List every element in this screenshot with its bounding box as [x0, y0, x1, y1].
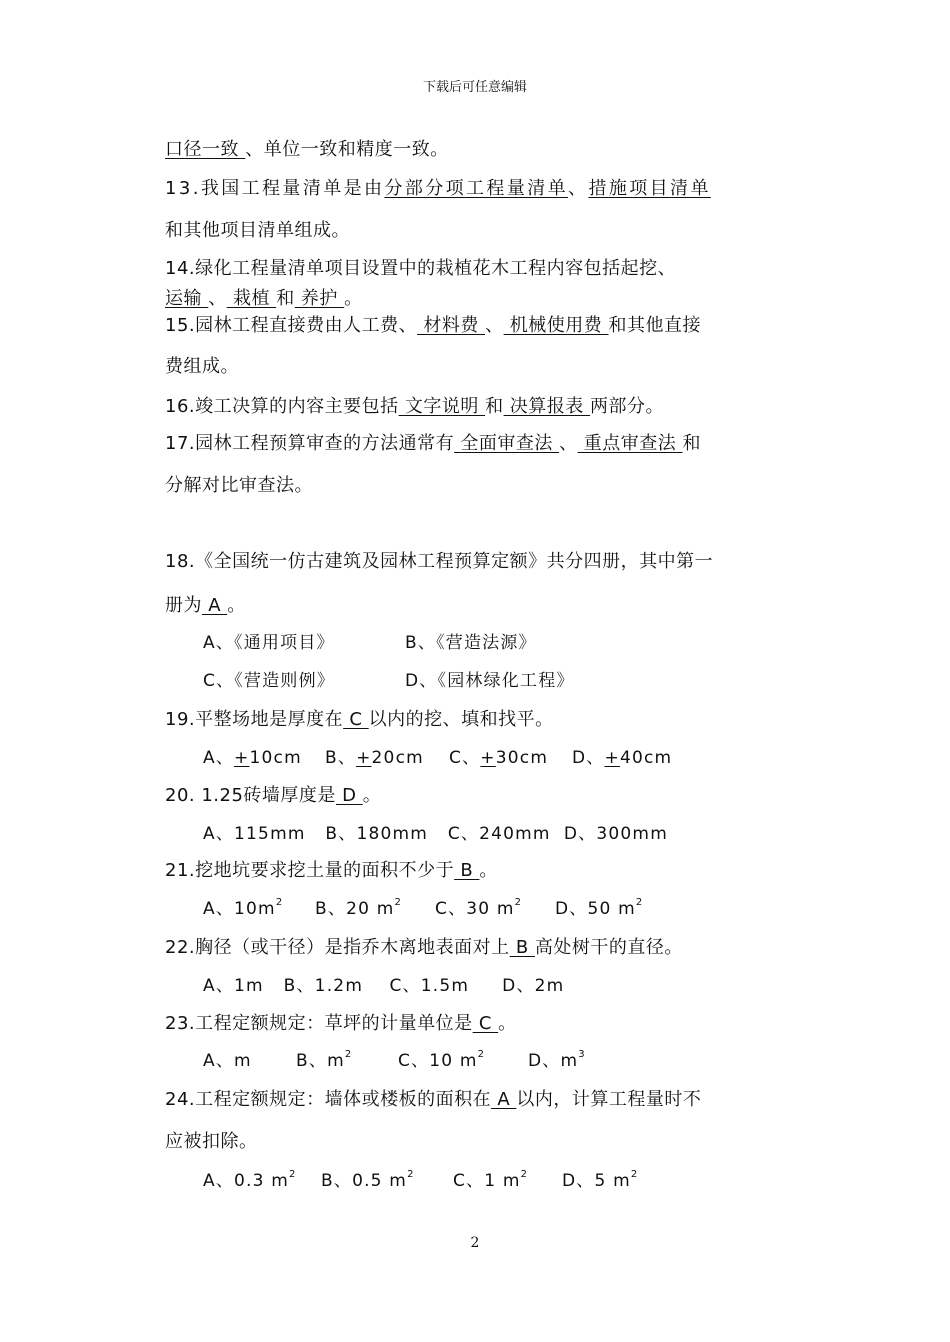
plus-minus: +	[604, 748, 620, 768]
question-13-cont: 和其他项目清单组成。	[165, 220, 350, 241]
page-number: 2	[470, 1235, 480, 1251]
text: 以内，计算工程量时不	[516, 1089, 702, 1110]
question-15	[165, 311, 701, 337]
blank-answer: D	[335, 785, 363, 806]
blank-answer: 重点审查法	[577, 433, 683, 454]
question-22	[165, 933, 683, 959]
text: 。	[344, 288, 363, 309]
blank-answer: 机械使用费	[503, 315, 609, 336]
text: 、	[559, 433, 578, 454]
question-text: 23.工程定额规定：草坪的计量单位是	[165, 1013, 473, 1034]
superscript: 2	[289, 1169, 297, 1181]
continuation-line	[165, 135, 449, 161]
superscript: 2	[477, 1049, 486, 1061]
option-label: C、	[449, 748, 481, 768]
text: 、	[485, 315, 504, 336]
blank-answer: B	[509, 937, 535, 958]
question-17	[165, 429, 701, 455]
plus-minus: +	[234, 748, 250, 768]
option-a	[203, 1166, 297, 1191]
option-text: D、5 m	[562, 1171, 631, 1191]
text: 以内的挖、填和找平。	[368, 709, 554, 730]
question-14-cont	[165, 284, 363, 310]
option-value: 20cm	[371, 748, 424, 768]
text: 。	[362, 785, 382, 806]
question-15-cont: 费组成。	[165, 356, 239, 377]
blank-answer: A	[202, 595, 228, 616]
question-13	[165, 174, 711, 200]
option-a: A、《通用项目》	[203, 633, 335, 653]
question-text: 15.园林工程直接费由人工费、	[165, 315, 418, 336]
question-text: 24.工程定额规定：墙体或楼板的面积在	[165, 1089, 492, 1110]
option-d	[555, 894, 643, 919]
question-24-cont: 应被扣除。	[165, 1131, 258, 1152]
option-value: 30cm	[495, 748, 549, 768]
question-16	[165, 392, 664, 418]
blank-answer: 分部分项工程量清单	[384, 178, 569, 199]
option-label: A、	[203, 748, 235, 768]
plus-minus: +	[356, 748, 372, 768]
question-23	[165, 1009, 517, 1035]
question-24	[165, 1085, 701, 1111]
blank-answer: A	[491, 1089, 517, 1110]
superscript: 2	[635, 897, 644, 909]
option-a	[203, 894, 283, 919]
question-21	[165, 856, 498, 882]
options-row: A、1m B、1.2m C、1.5m D、2m	[203, 976, 565, 996]
option-label: D、	[572, 748, 605, 768]
option-text: C、10 m	[398, 1051, 478, 1071]
text: 和	[485, 396, 504, 417]
question-text: 21.挖地坑要求挖土量的面积不少于	[165, 860, 455, 881]
blank-answer: 养护	[294, 288, 345, 309]
text: 两部分。	[590, 396, 665, 417]
option-a: A、m	[203, 1051, 252, 1071]
text: 高处树干的直径。	[534, 937, 683, 958]
option-d: D、《园林绿化工程》	[405, 671, 575, 691]
blank-answer: 栽植	[226, 288, 277, 309]
question-18: 18.《全国统一仿古建筑及园林工程预算定额》共分四册，其中第一	[165, 551, 714, 572]
blank-answer: 口径一致	[165, 139, 246, 160]
superscript: 2	[275, 897, 284, 909]
blank-answer: C	[472, 1013, 499, 1034]
option-text: B、m	[296, 1051, 345, 1071]
superscript: 2	[520, 1169, 529, 1181]
text: 和	[682, 433, 702, 454]
question-text: 22.胸径（或干径）是指乔木离地表面对上	[165, 937, 510, 958]
blank-answer: 措施项目清单	[588, 178, 711, 199]
question-14: 14.绿化工程量清单项目设置中的栽植花木工程内容包括起挖、	[165, 258, 677, 279]
question-text: 16.竣工决算的内容主要包括	[165, 396, 399, 417]
blank-answer: 决算报表	[503, 396, 591, 417]
blank-answer: C	[343, 709, 369, 730]
text: 。	[479, 860, 498, 881]
text: 、	[568, 178, 589, 199]
blank-answer: B	[454, 860, 480, 881]
text: 、	[208, 288, 227, 309]
superscript: 3	[578, 1049, 586, 1061]
question-20	[165, 781, 381, 807]
blank-answer: 文字说明	[398, 396, 486, 417]
question-text: 20. 1.25砖墙厚度是	[165, 785, 336, 806]
option-b: B、《营造法源》	[405, 633, 537, 653]
option-text: D、m	[528, 1051, 579, 1071]
option-label: B、	[325, 748, 357, 768]
question-18-cont	[165, 591, 246, 617]
question-19	[165, 705, 554, 731]
options-row: A、115mm B、180mm C、240mm D、300mm	[203, 824, 668, 844]
blank-answer: 全面审查法	[454, 433, 560, 454]
option-value: 40cm	[619, 748, 673, 768]
plus-minus: +	[480, 748, 496, 768]
text: 和	[276, 288, 295, 309]
text: 。	[227, 595, 246, 616]
option-text: A、0.3 m	[203, 1171, 290, 1191]
option-d	[528, 1046, 586, 1071]
option-text: B、20 m	[315, 899, 395, 919]
question-text: 13.我国工程量清单是由	[165, 178, 385, 199]
question-text: 19.平整场地是厚度在	[165, 709, 344, 730]
superscript: 2	[514, 897, 523, 909]
superscript: 2	[407, 1169, 415, 1181]
text: 册为	[165, 595, 202, 616]
text: 。	[498, 1013, 517, 1034]
option-text: B、0.5 m	[321, 1171, 408, 1191]
option-c	[435, 894, 522, 919]
option-c	[398, 1046, 485, 1071]
option-value: 10cm	[249, 748, 302, 768]
option-b	[315, 894, 402, 919]
page-header: 下载后可任意编辑	[422, 80, 527, 95]
option-d	[562, 1166, 638, 1191]
option-text: D、50 m	[555, 899, 636, 919]
option-a	[203, 743, 302, 768]
text: 和其他直接	[608, 315, 702, 336]
option-c	[453, 1166, 528, 1191]
option-c	[449, 743, 548, 768]
superscript: 2	[344, 1049, 353, 1061]
question-text: 17.园林工程预算审查的方法通常有	[165, 433, 455, 454]
text: 、单位一致和精度一致。	[245, 139, 449, 160]
option-text: A、10m	[203, 899, 276, 919]
option-b	[321, 1166, 415, 1191]
blank-answer: 材料费	[417, 315, 486, 336]
blank-answer: 运输	[165, 288, 209, 309]
option-d	[572, 743, 672, 768]
option-c: C、《营造则例》	[203, 671, 335, 691]
superscript: 2	[394, 897, 403, 909]
option-text: C、30 m	[435, 899, 515, 919]
superscript: 2	[630, 1169, 639, 1181]
option-text: C、1 m	[453, 1171, 521, 1191]
option-b	[296, 1046, 352, 1071]
option-b	[325, 743, 424, 768]
question-17-cont: 分解对比审查法。	[165, 475, 313, 496]
